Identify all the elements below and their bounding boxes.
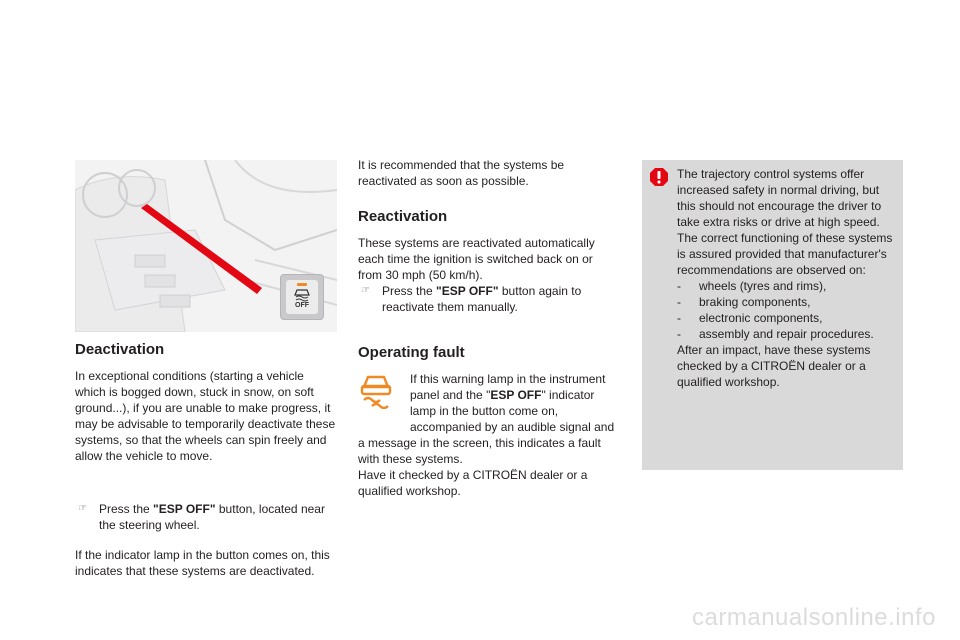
warning-impact: After an impact, have these systems checked by a CITROËN dealer or a qualified workshop.: [677, 343, 871, 389]
reactivation-body: These systems are reactivated automatically each time the ignition is switched back on or from 30 mph (50 km/h).: [358, 236, 595, 282]
deactivation-step: [75, 501, 337, 533]
reactivation-column: [358, 157, 620, 499]
warning-list: [677, 278, 893, 342]
step-text-end: button, located near the steering wheel.: [99, 502, 325, 532]
step-text: Press the: [382, 284, 437, 298]
watermark: carmanualsonline.info: [692, 604, 936, 631]
esp-off-label: ESP OFF: [490, 388, 542, 402]
warning-intro: The trajectory control systems offer increased safety in normal driving, but this should not encourage the driver to take extra risks or drive at high speed.: [677, 167, 882, 229]
fault-advice: Have it checked by a CITROËN dealer or a qualified workshop.: [358, 468, 588, 498]
step-text-end: button again to reactivate them manually.: [382, 284, 582, 314]
deactivation-column: [75, 160, 337, 579]
fault-text-end: " indicator lamp in the button come on, accompanied by an audible signal and a message in the screen, this indicates a fault with these systems.: [358, 388, 615, 466]
list-item: - electronic components,: [677, 311, 823, 325]
list-item-text: braking components,: [699, 295, 811, 309]
fault-text: [358, 371, 620, 467]
indicator-note: If the indicator lamp in the button comes on, this indicates that these systems are deactivated.: [75, 548, 330, 578]
exclamation-alert-icon: [649, 167, 669, 187]
deactivation-intro: In exceptional conditions (starting a vehicle which is bogged down, stuck in snow, on soft ground...), if you are unable to make progress, it may be advisable to temporarily deactivate these systems, so that the wheels can spin freely and allow the vehicle to move.: [75, 369, 336, 463]
esp-off-button-label: "ESP OFF": [153, 502, 216, 516]
reactivation-heading: Reactivation: [358, 208, 448, 225]
dashboard-illustration: [75, 160, 337, 332]
list-item-text: wheels (tyres and rims),: [699, 279, 827, 293]
indicator-led: [297, 283, 307, 286]
recommendation-text: It is recommended that the systems be reactivated as soon as possible.: [358, 158, 565, 188]
warning-correct: The correct functioning of these systems is assured provided that manufacturer's recommendations are observed on:: [677, 231, 893, 277]
list-item: - assembly and repair procedures.: [677, 327, 874, 341]
reactivation-step: [358, 283, 620, 315]
warning-box: [642, 160, 903, 470]
off-label: OFF: [295, 302, 309, 309]
fault-text-start: If this warning lamp in the instrument panel and the ": [410, 372, 606, 402]
esp-off-button-label: "ESP OFF": [436, 284, 499, 298]
pointing-hand-icon: ☞: [361, 285, 370, 296]
list-item-text: electronic components,: [699, 311, 823, 325]
list-item: - wheels (tyres and rims),: [677, 279, 827, 293]
warning-text: [642, 160, 903, 390]
list-item: - braking components,: [677, 295, 811, 309]
pointing-hand-icon: ☞: [78, 503, 87, 514]
esp-warning-lamp-icon: [358, 373, 394, 409]
esp-off-button-illustration: [280, 274, 324, 320]
fault-description: [358, 371, 620, 499]
step-text: Press the: [99, 502, 154, 516]
operating-fault-heading: Operating fault: [358, 344, 465, 361]
list-item-text: assembly and repair procedures.: [699, 327, 874, 341]
skid-car-icon: [286, 288, 318, 302]
deactivation-heading: Deactivation: [75, 341, 165, 358]
